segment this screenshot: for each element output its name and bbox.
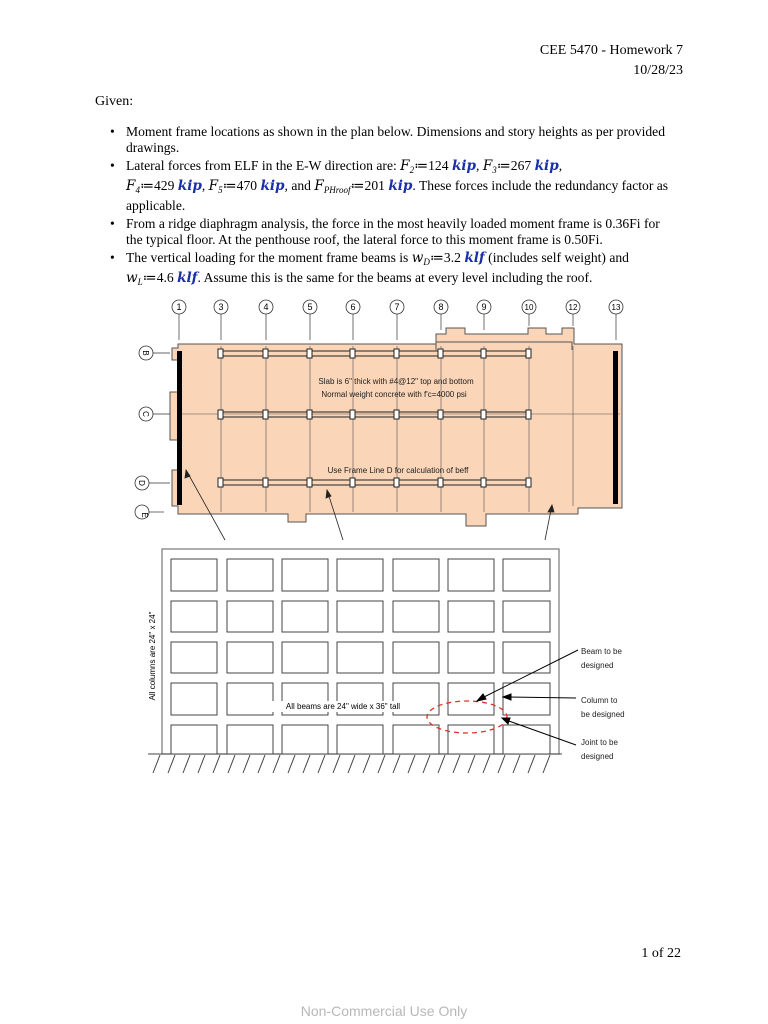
callout-column-line2: be designed — [581, 710, 625, 719]
callout-column-line1: Column to — [581, 696, 618, 705]
bullet-vertical-loading: • The vertical loading for the moment frame beams is $w_D≔3.2$ klf (includes self weight) and $w_L≔4.6$ klf. Assume this is the same for the beams at every level including the roof. — [108, 250, 678, 290]
grid-bubble-9 — [477, 300, 491, 330]
grid-bubble-1 — [172, 300, 186, 340]
shear-wall-west — [177, 351, 182, 505]
grid-bubble-13 — [609, 300, 623, 340]
header-date: 10/28/23 — [633, 63, 683, 78]
grid-bubble-c — [139, 407, 170, 421]
frame-note: Use Frame Line D for calculation of beff — [327, 466, 469, 475]
frame-openings — [171, 559, 550, 754]
svg-text:E: E — [140, 512, 149, 518]
grid-bubble-3 — [214, 300, 228, 340]
grid-bubble-5 — [303, 300, 317, 340]
callout-beam-line1: Beam to be — [581, 647, 622, 656]
page-number: 1 of 22 — [641, 946, 681, 961]
bullet-lateral-forces: • Lateral forces from ELF in the E-W direction are: $F_2≔124$ kip, $F_3≔267$ kip, $F_4≔429$ kip, $F_5≔470$ kip, and $F_{PHroof}≔201$ kip. These forces include the redundancy factor as applicable. — [108, 158, 678, 214]
svg-text:5: 5 — [307, 302, 313, 312]
svg-text:1: 1 — [176, 302, 182, 312]
watermark: Non-Commercial Use Only — [300, 1003, 468, 1019]
svg-text:13: 13 — [611, 303, 621, 312]
svg-text:C: C — [141, 411, 150, 417]
grid-bubbles-left — [135, 346, 170, 519]
svg-text:12: 12 — [568, 303, 578, 312]
grid-bubble-8 — [434, 300, 448, 330]
svg-text:3: 3 — [218, 302, 224, 312]
beams-note: All beams are 24" wide x 36" tall — [285, 702, 401, 711]
grid-bubble-10 — [522, 300, 536, 326]
grid-bubble-b — [139, 346, 170, 360]
svg-text:9: 9 — [481, 302, 487, 312]
grid-bubble-4 — [259, 300, 273, 340]
slab-note-1: Slab is 6" thick with #4@12" top and bottom — [318, 377, 474, 386]
given-label: Given: — [95, 94, 134, 109]
grid-bubble-6 — [346, 300, 360, 340]
grid-bubble-12 — [566, 300, 580, 326]
shear-wall-east — [613, 351, 618, 504]
callout-beam-line2: designed — [581, 661, 614, 670]
svg-text:B: B — [141, 350, 150, 356]
bullet-ridge-diaphragm: • From a ridge diaphragm analysis, the force in the most heavily loaded moment frame is 0.36Fi for the typical floor. At the penthouse roof, the lateral force to this moment frame is 0.50Fi. — [108, 216, 678, 248]
svg-text:7: 7 — [394, 302, 400, 312]
grid-bubble-7 — [390, 300, 404, 340]
columns-note: All columns are 24" x 24" — [148, 611, 157, 701]
frame-elevation-diagram — [0, 540, 768, 780]
bullet-moment-frame-locations: • Moment frame locations as shown in the plan below. Dimensions and story heights as per provided drawings. — [108, 124, 678, 156]
svg-text:4: 4 — [263, 302, 269, 312]
svg-text:10: 10 — [524, 303, 534, 312]
svg-text:6: 6 — [350, 302, 356, 312]
grid-bubble-e — [135, 505, 164, 519]
svg-text:D: D — [137, 480, 146, 486]
callout-joint-line1: Joint to be — [581, 738, 618, 747]
slab-note-2: Normal weight concrete with f'c=4000 psi — [321, 390, 467, 399]
ground-hatch — [148, 754, 562, 773]
course-header: CEE 5470 - Homework 7 — [539, 43, 683, 58]
svg-text:8: 8 — [438, 302, 444, 312]
callout-joint-line2: designed — [581, 752, 614, 761]
grid-bubble-d — [135, 476, 170, 490]
